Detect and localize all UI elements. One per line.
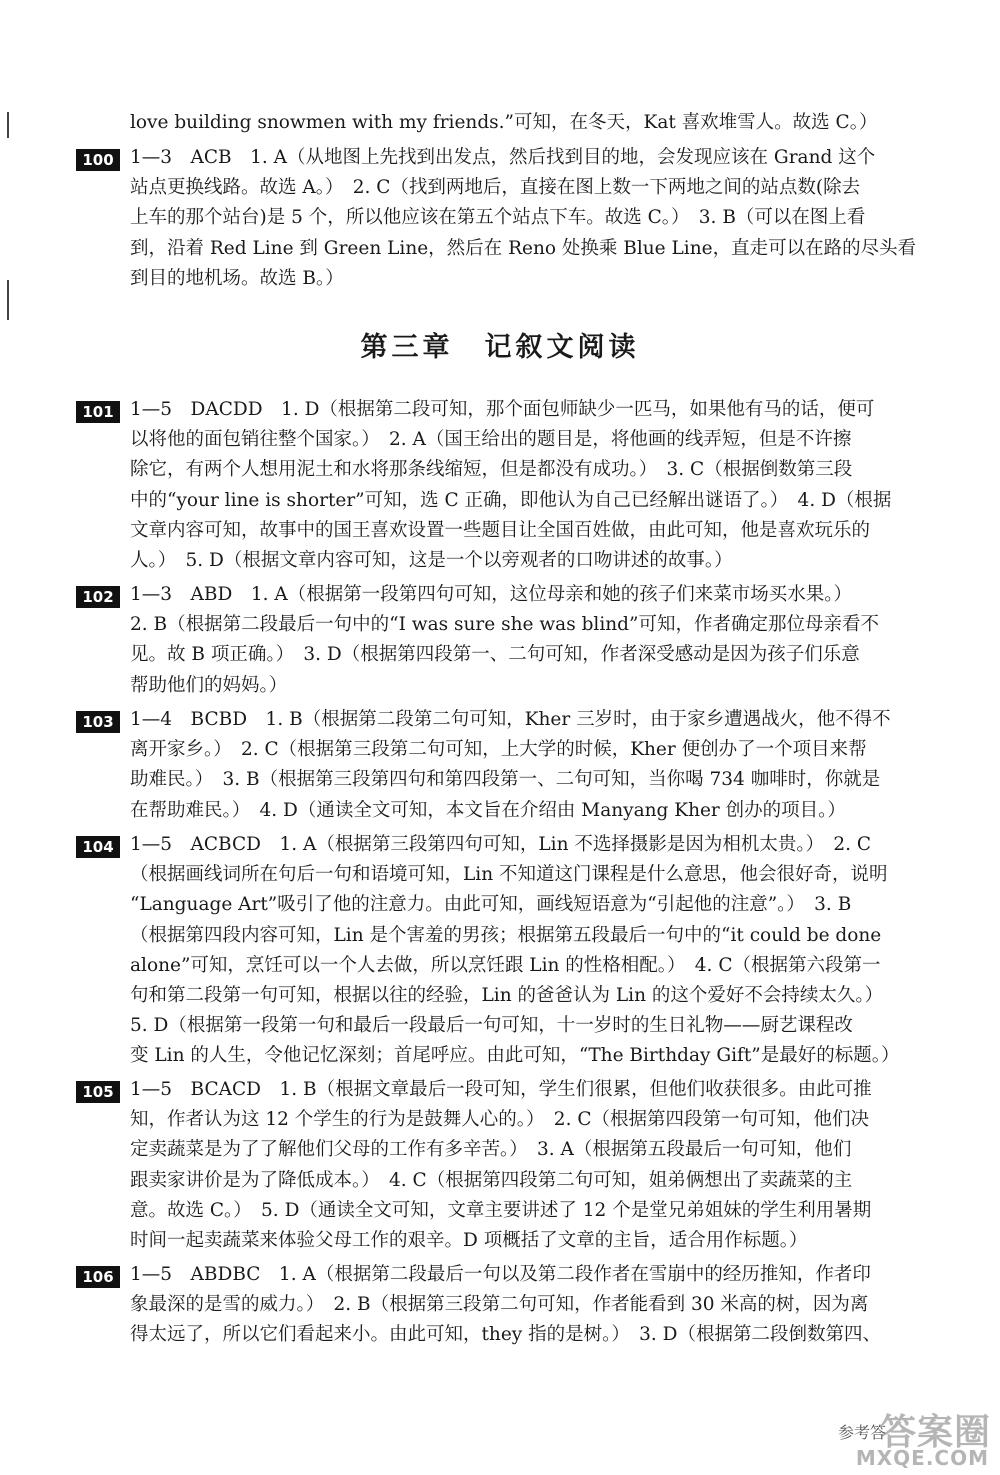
answer-line: “Language Art”吸引了他的注意力。由此可知，画线短语意为“引起他的注意”。） 3. B (130, 894, 852, 915)
answer-line: 助难民。） 3. B（根据第三段第四句和第四段第一、二句可知，当你喝 734 咖啡时，你就是 (130, 769, 881, 790)
answer-line: 1—5 BCACD 1. B（根据文章最后一段可知，学生们很累，但他们收获很多。由此可推 (130, 1079, 872, 1100)
scan-margin-mark (7, 112, 9, 138)
answer-line: 除它，有两个人想用泥土和水将那条线缩短，但是都没有成功。） 3. C（根据倒数第三段 (130, 459, 853, 480)
answer-line: alone”可知，烹饪可以一个人去做，所以烹饪跟 Lin 的性格相配。） 4. C（根据第六段第一 (130, 955, 881, 976)
answer-line: 以将他的面包销往整个国家。） 2. A（国王给出的题目是，将他画的线弄短，但是不许擦 (130, 429, 852, 450)
watermark-logo (855, 1404, 995, 1472)
answer-line: 知，作者认为这 12 个学生的行为是鼓舞人心的。） 2. C（根据第四段第一句可知，他们决 (130, 1109, 869, 1130)
answer-line: 离开家乡。） 2. C（根据第三段第二句可知，上大学的时候，Kher 便创办了一个项目来帮 (130, 739, 867, 760)
watermark-text-bottom: MXQE.COM (855, 1446, 989, 1470)
answer-line: 帮助他们的妈妈。） (130, 675, 288, 696)
answer-line: 到，沿着 Red Line 到 Green Line，然后在 Reno 处换乘 Blue Line，直走可以在路的尽头看 (130, 238, 917, 259)
question-number-badge: 102 (76, 586, 120, 608)
answer-line: 在帮助难民。） 4. D（通读全文可知，本文旨在介绍由 Manyang Kher 创办的项目。） (130, 800, 846, 821)
watermark-text-top: 答案圈 (879, 1412, 991, 1453)
page-footer: 参考答 (838, 1423, 887, 1442)
answer-line: 1—5 ABDBC 1. A（根据第二段最后一句以及第二段作者在雪崩中的经历推知，作者印 (130, 1264, 871, 1285)
answer-line: 意。故选 C。） 5. D（通读全文可知，文章主要讲述了 12 个是堂兄弟姐妹的学生利用暑期 (130, 1200, 872, 1221)
answer-line: 2. B（根据第二段最后一句中的“I was sure she was blind”可知，作者确定那位母亲看不 (130, 614, 879, 635)
question-number-badge: 106 (76, 1266, 120, 1288)
question-number-badge: 104 (76, 836, 120, 858)
answer-line: 上车的那个站台)是 5 个，所以他应该在第五个站点下车。故选 C。） 3. B（可以在图上看 (130, 207, 866, 228)
question-number-badge: 101 (76, 401, 120, 423)
question-number-badge: 103 (76, 711, 120, 733)
answer-line: 句和第二段第一句可知，根据以往的经验，Lin 的爸爸认为 Lin 的这个爱好不会持续太久。） (130, 985, 884, 1006)
chapter-title: 第三章 记叙文阅读 (360, 332, 640, 363)
answer-line: 中的“your line is shorter”可知，选 C 正确，即他认为自己已经解出谜语了。） 4. D（根据 (130, 490, 892, 511)
answer-line: 站点更换线路。故选 A。） 2. C（找到两地后，直接在图上数一下两地之间的站点数(除去 (130, 177, 861, 198)
answer-line: 文章内容可知，故事中的国王喜欢设置一些题目让全国百姓做，由此可知，他是喜欢玩乐的 (130, 520, 871, 541)
answer-line: 5. D（根据第一段第一句和最后一段最后一句可知，十一岁时的生日礼物——厨艺课程改 (130, 1015, 853, 1036)
answer-line: 1—3 ABD 1. A（根据第一段第四句可知，这位母亲和她的孩子们来菜市场买水果。） (130, 584, 852, 605)
answer-line: 定卖蔬菜是为了了解他们父母的工作有多辛苦。） 3. A（根据第五段最后一句可知，他们 (130, 1139, 852, 1160)
answer-line: 见。故 B 项正确。） 3. D（根据第四段第一、二句可知，作者深受感动是因为孩子们乐意 (130, 644, 860, 665)
text-line: love building snowmen with my friends.”可知，在冬天，Kat 喜欢堆雪人。故选 C。） (130, 112, 878, 133)
answer-line: 跟卖家讲价是为了降低成本。） 4. C（根据第四段第二句可知，姐弟俩想出了卖蔬菜的主 (130, 1170, 853, 1191)
answer-line: 到目的地机场。故选 B。） (130, 268, 344, 289)
answer-line: 象最深的是雪的威力。） 2. B（根据第三段第二句可知，作者能看到 30 米高的树，因为离 (130, 1294, 869, 1315)
scan-margin-mark (7, 280, 9, 320)
answer-line: 1—5 DACDD 1. D（根据第二段可知，那个面包师缺少一匹马，如果他有马的话，便可 (130, 399, 875, 420)
answer-line: 得太远了，所以它们看起来小。由此可知，they 指的是树。） 3. D（根据第二段倒数第四、 (130, 1324, 881, 1345)
question-number-badge: 105 (76, 1081, 120, 1103)
answer-line: 1—4 BCBD 1. B（根据第二段第二句可知，Kher 三岁时，由于家乡遭遇战火，他不得不 (130, 709, 891, 730)
answer-line: （根据画线词所在句后一句和语境可知，Lin 不知道这门课程是什么意思，他会很好奇，说明 (130, 864, 888, 885)
answer-line: （根据第四段内容可知，Lin 是个害羞的男孩；根据第五段最后一句中的“it could be done (130, 925, 882, 946)
answer-line: 1—3 ACB 1. A（从地图上先找到出发点，然后找到目的地，会发现应该在 Grand 这个 (130, 147, 876, 168)
question-number-badge: 100 (76, 149, 120, 171)
answer-line: 时间一起卖蔬菜来体验父母工作的艰辛。D 项概括了文章的主旨，适合用作标题。） (130, 1230, 808, 1251)
answer-line: 变 Lin 的人生，令他记忆深刻；首尾呼应。由此可知，“The Birthday Gift”是最好的标题。） (130, 1045, 900, 1066)
answer-line: 人。） 5. D（根据文章内容可知，这是一个以旁观者的口吻讲述的故事。） (130, 550, 733, 571)
answer-line: 1—5 ACBCD 1. A（根据第三段第四句可知，Lin 不选择摄影是因为相机太贵。） 2. C (130, 834, 872, 855)
